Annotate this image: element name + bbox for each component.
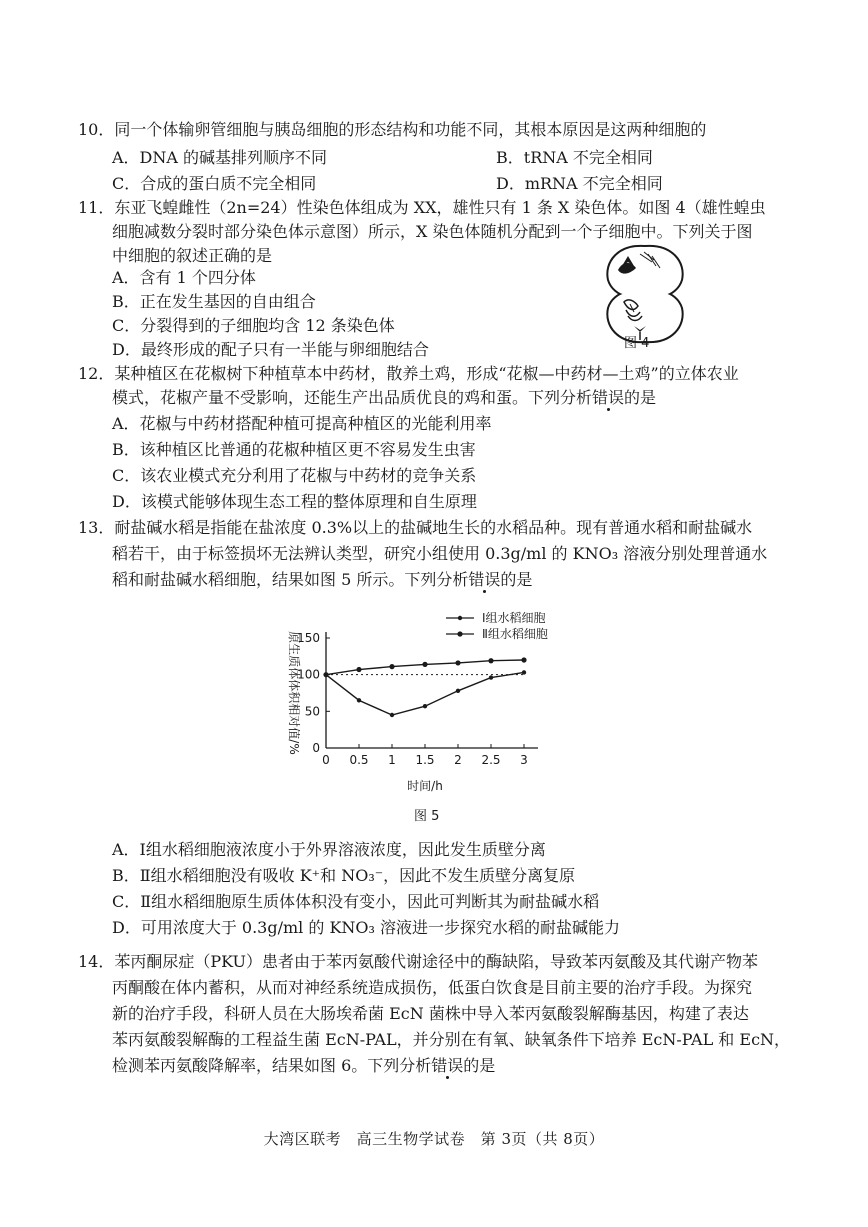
q12-option-a: A．花椒与中药材搭配种植可提高种植区的光能利用率 (112, 414, 492, 433)
q13-option-a: A．Ⅰ组水稻细胞液浓度小于外界溶液浓度，因此发生质壁分离 (112, 840, 546, 859)
series-1-point (423, 704, 427, 708)
y-tick-label: 100 (297, 667, 320, 682)
series-2-point (488, 658, 493, 663)
series-2-point (521, 657, 526, 662)
series-2-point (455, 660, 460, 665)
x-tick-label: 1 (388, 753, 396, 767)
q12-option-b: B．该种植区比普通的花椒种植区更不容易发生虫害 (112, 440, 476, 459)
q12-stem-line2: 模式，花椒产量不受影响，还能生产出品质优良的鸡和蛋。下列分析错误的是 (112, 388, 657, 407)
q11-stem-line1: 11．东亚飞蝗雌性（2n=24）性染色体组成为 XX，雄性只有 1 条 X 染色体。如图 4（雄性蝗虫 (78, 198, 766, 217)
q10-stem: 10．同一个体输卵管细胞与胰岛细胞的形态结构和功能不同，其根本原因是这两种细胞的 (78, 120, 707, 139)
q11-option-c: C．分裂得到的子细胞均含 12 条染色体 (112, 316, 395, 335)
x-axis-label: 时间/h (407, 779, 443, 793)
q13-stem-line3: 稻和耐盐碱水稻细胞，结果如图 5 所示。下列分析错误的是 (112, 570, 533, 589)
legend-marker-1 (458, 616, 462, 620)
x-tick-label: 0 (322, 753, 330, 767)
legend-label-1: Ⅰ组水稻细胞 (482, 611, 546, 625)
q13-option-b: B．Ⅱ组水稻细胞没有吸收 K⁺和 NO₃⁻，因此不发生质壁分离复原 (112, 866, 576, 885)
figure-4-caption: 图 4 (624, 336, 650, 351)
x-tick-label: 2 (454, 753, 462, 767)
q14-stem-line2: 丙酮酸在体内蓄积，从而对神经系统造成损伤，低蛋白饮食是目前主要的治疗手段。为探究 (112, 978, 753, 997)
y-tick-label: 50 (304, 704, 320, 719)
q12-option-c: C．该农业模式充分利用了花椒与中药材的竞争关系 (112, 466, 477, 485)
x-tick-label: 1.5 (415, 753, 435, 767)
series-1-point (456, 689, 460, 693)
q13-emphasis: 错误 (468, 570, 501, 589)
q11-option-a: A．含有 1 个四分体 (112, 268, 256, 287)
legend-marker-2 (457, 631, 462, 636)
q14-stem-line5: 检测苯丙氨酸降解率，结果如图 6。下列分析错误的是 (112, 1056, 496, 1075)
q14-stem-line4: 苯丙氨酸裂解酶的工程益生菌 EcN-PAL，并分别在有氧、缺氧条件下培养 EcN-PAL 和 EcN， (112, 1030, 791, 1049)
series-1-point (357, 698, 361, 702)
q11-stem-line2: 细胞减数分裂时部分染色体示意图）所示，X 染色体随机分配到一个子细胞中。下列关于图 (112, 222, 753, 241)
x-tick-label: 0.5 (349, 753, 369, 767)
q12-emphasis: 错误 (592, 388, 625, 407)
x-tick-label: 3 (520, 753, 528, 767)
figure-5-caption: 图 5 (414, 809, 440, 824)
legend-label-2: Ⅱ组水稻细胞 (482, 627, 548, 641)
figure-5-chart (270, 600, 570, 805)
y-tick-label: 0 (312, 741, 320, 755)
q13-stem-line2: 稻若干，由于标签损坏无法辨认类型，研究小组使用 0.3g/ml 的 KNO₃ 溶液分别处理普通水 (112, 544, 768, 563)
series-1-point (522, 670, 526, 674)
series-1-point (489, 675, 493, 679)
x-tick-label: 2.5 (481, 753, 501, 767)
q11-option-b: B．正在发生基因的自由组合 (112, 292, 316, 311)
y-tick-label: 150 (297, 631, 320, 645)
q11-option-d: D．最终形成的配子只有一半能与卵细胞结合 (112, 340, 429, 359)
q10-option-a: A．DNA 的碱基排列顺序不同 (112, 148, 328, 167)
page-footer: 大湾区联考 高三生物学试卷 第 3页（共 8页） (263, 1130, 605, 1148)
series-2-point (323, 672, 328, 677)
series-2-point (389, 664, 394, 669)
q14-stem-line1: 14．苯丙酮尿症（PKU）患者由于苯丙氨酸代谢途径中的酶缺陷，导致苯丙氨酸及其代谢产物苯 (78, 952, 758, 971)
q10-option-c: C．合成的蛋白质不完全相同 (112, 174, 317, 193)
q10-option-d: D．mRNA 不完全相同 (496, 174, 663, 193)
series-1-point (390, 713, 394, 717)
q14-emphasis: 错误 (431, 1056, 464, 1075)
q12-stem-line1: 12．某种植区在花椒树下种植草本中药材，散养土鸡，形成“花椒—中药材—土鸡”的立体农业 (78, 364, 739, 383)
q12-option-d: D．该模式能够体现生态工程的整体原理和自生原理 (112, 492, 477, 511)
series-line-1 (326, 672, 524, 715)
q13-option-d: D．可用浓度大于 0.3g/ml 的 KNO₃ 溶液进一步探究水稻的耐盐碱能力 (112, 918, 621, 937)
y-axis-label: 原生质体体积相对值/% (287, 631, 301, 755)
q14-stem-line3: 新的治疗手段，科研人员在大肠埃希菌 EcN 菌株中导入苯丙氨酸裂解酶基因，构建了表达 (112, 1004, 749, 1023)
q13-option-c: C．Ⅱ组水稻细胞原生质体体积没有变小，因此可判断其为耐盐碱水稻 (112, 892, 600, 911)
q13-stem-line1: 13．耐盐碱水稻是指能在盐浓度 0.3%以上的盐碱地生长的水稻品种。现有普通水稻和耐盐碱水 (78, 518, 753, 537)
q10-option-b: B．tRNA 不完全相同 (496, 148, 653, 167)
series-2-point (356, 667, 361, 672)
series-2-point (422, 662, 427, 667)
q11-stem-line3: 中细胞的叙述正确的是 (112, 246, 273, 265)
